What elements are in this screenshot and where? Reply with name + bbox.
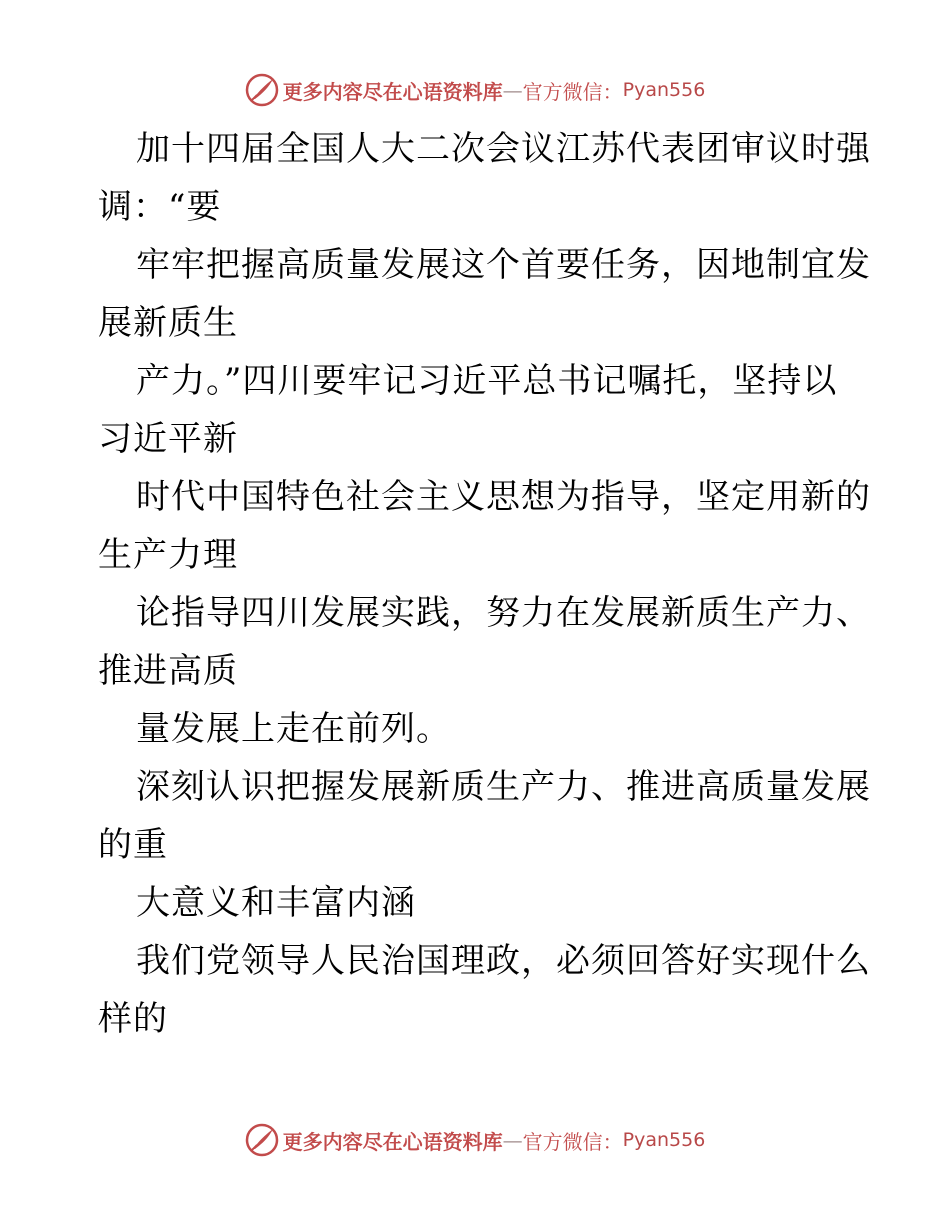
text-line: 时代中国特色社会主义思想为指导，坚定用新的 (136, 477, 871, 517)
watermark-account: Pyan556 (622, 1129, 706, 1151)
text-line: 调：“要 (98, 187, 222, 227)
text-line: 推进高质 (98, 651, 238, 691)
watermark-official: 官方微信： (522, 79, 623, 104)
text-line: 牢牢把握高质量发展这个首要任务，因地制宜发 (136, 245, 871, 285)
text-line: 展新质生 (98, 303, 238, 343)
footer-watermark (0, 1120, 950, 1160)
header-watermark (0, 70, 950, 110)
feather-pen-icon (245, 1123, 279, 1157)
watermark-account: Pyan556 (622, 79, 706, 101)
text-line: 的重 (98, 825, 168, 865)
watermark-official: 官方微信： (522, 1129, 623, 1154)
watermark-text: 更多内容尽在心语资料库 (282, 1129, 503, 1154)
text-line: 习近平新 (98, 419, 238, 459)
text-line: 量发展上走在前列。 (136, 709, 451, 749)
feather-pen-icon (245, 73, 279, 107)
watermark-dash: — (502, 78, 523, 102)
document-body (98, 120, 871, 1048)
text-line: 大意义和丰富内涵 (136, 883, 416, 923)
text-line: 加十四届全国人大二次会议江苏代表团审议时强 (136, 129, 871, 169)
text-line: 我们党领导人民治国理政，必须回答好实现什么 (136, 941, 871, 981)
text-line: 论指导四川发展实践，努力在发展新质生产力、 (136, 593, 871, 633)
text-line: 样的 (98, 999, 168, 1039)
watermark-dash: — (502, 1128, 523, 1152)
text-line: 生产力理 (98, 535, 238, 575)
text-line: 深刻认识把握发展新质生产力、推进高质量发展 (136, 767, 871, 807)
watermark-text: 更多内容尽在心语资料库 (282, 79, 503, 104)
text-line: 产力。”四川要牢记习近平总书记嘱托，坚持以 (136, 361, 838, 401)
